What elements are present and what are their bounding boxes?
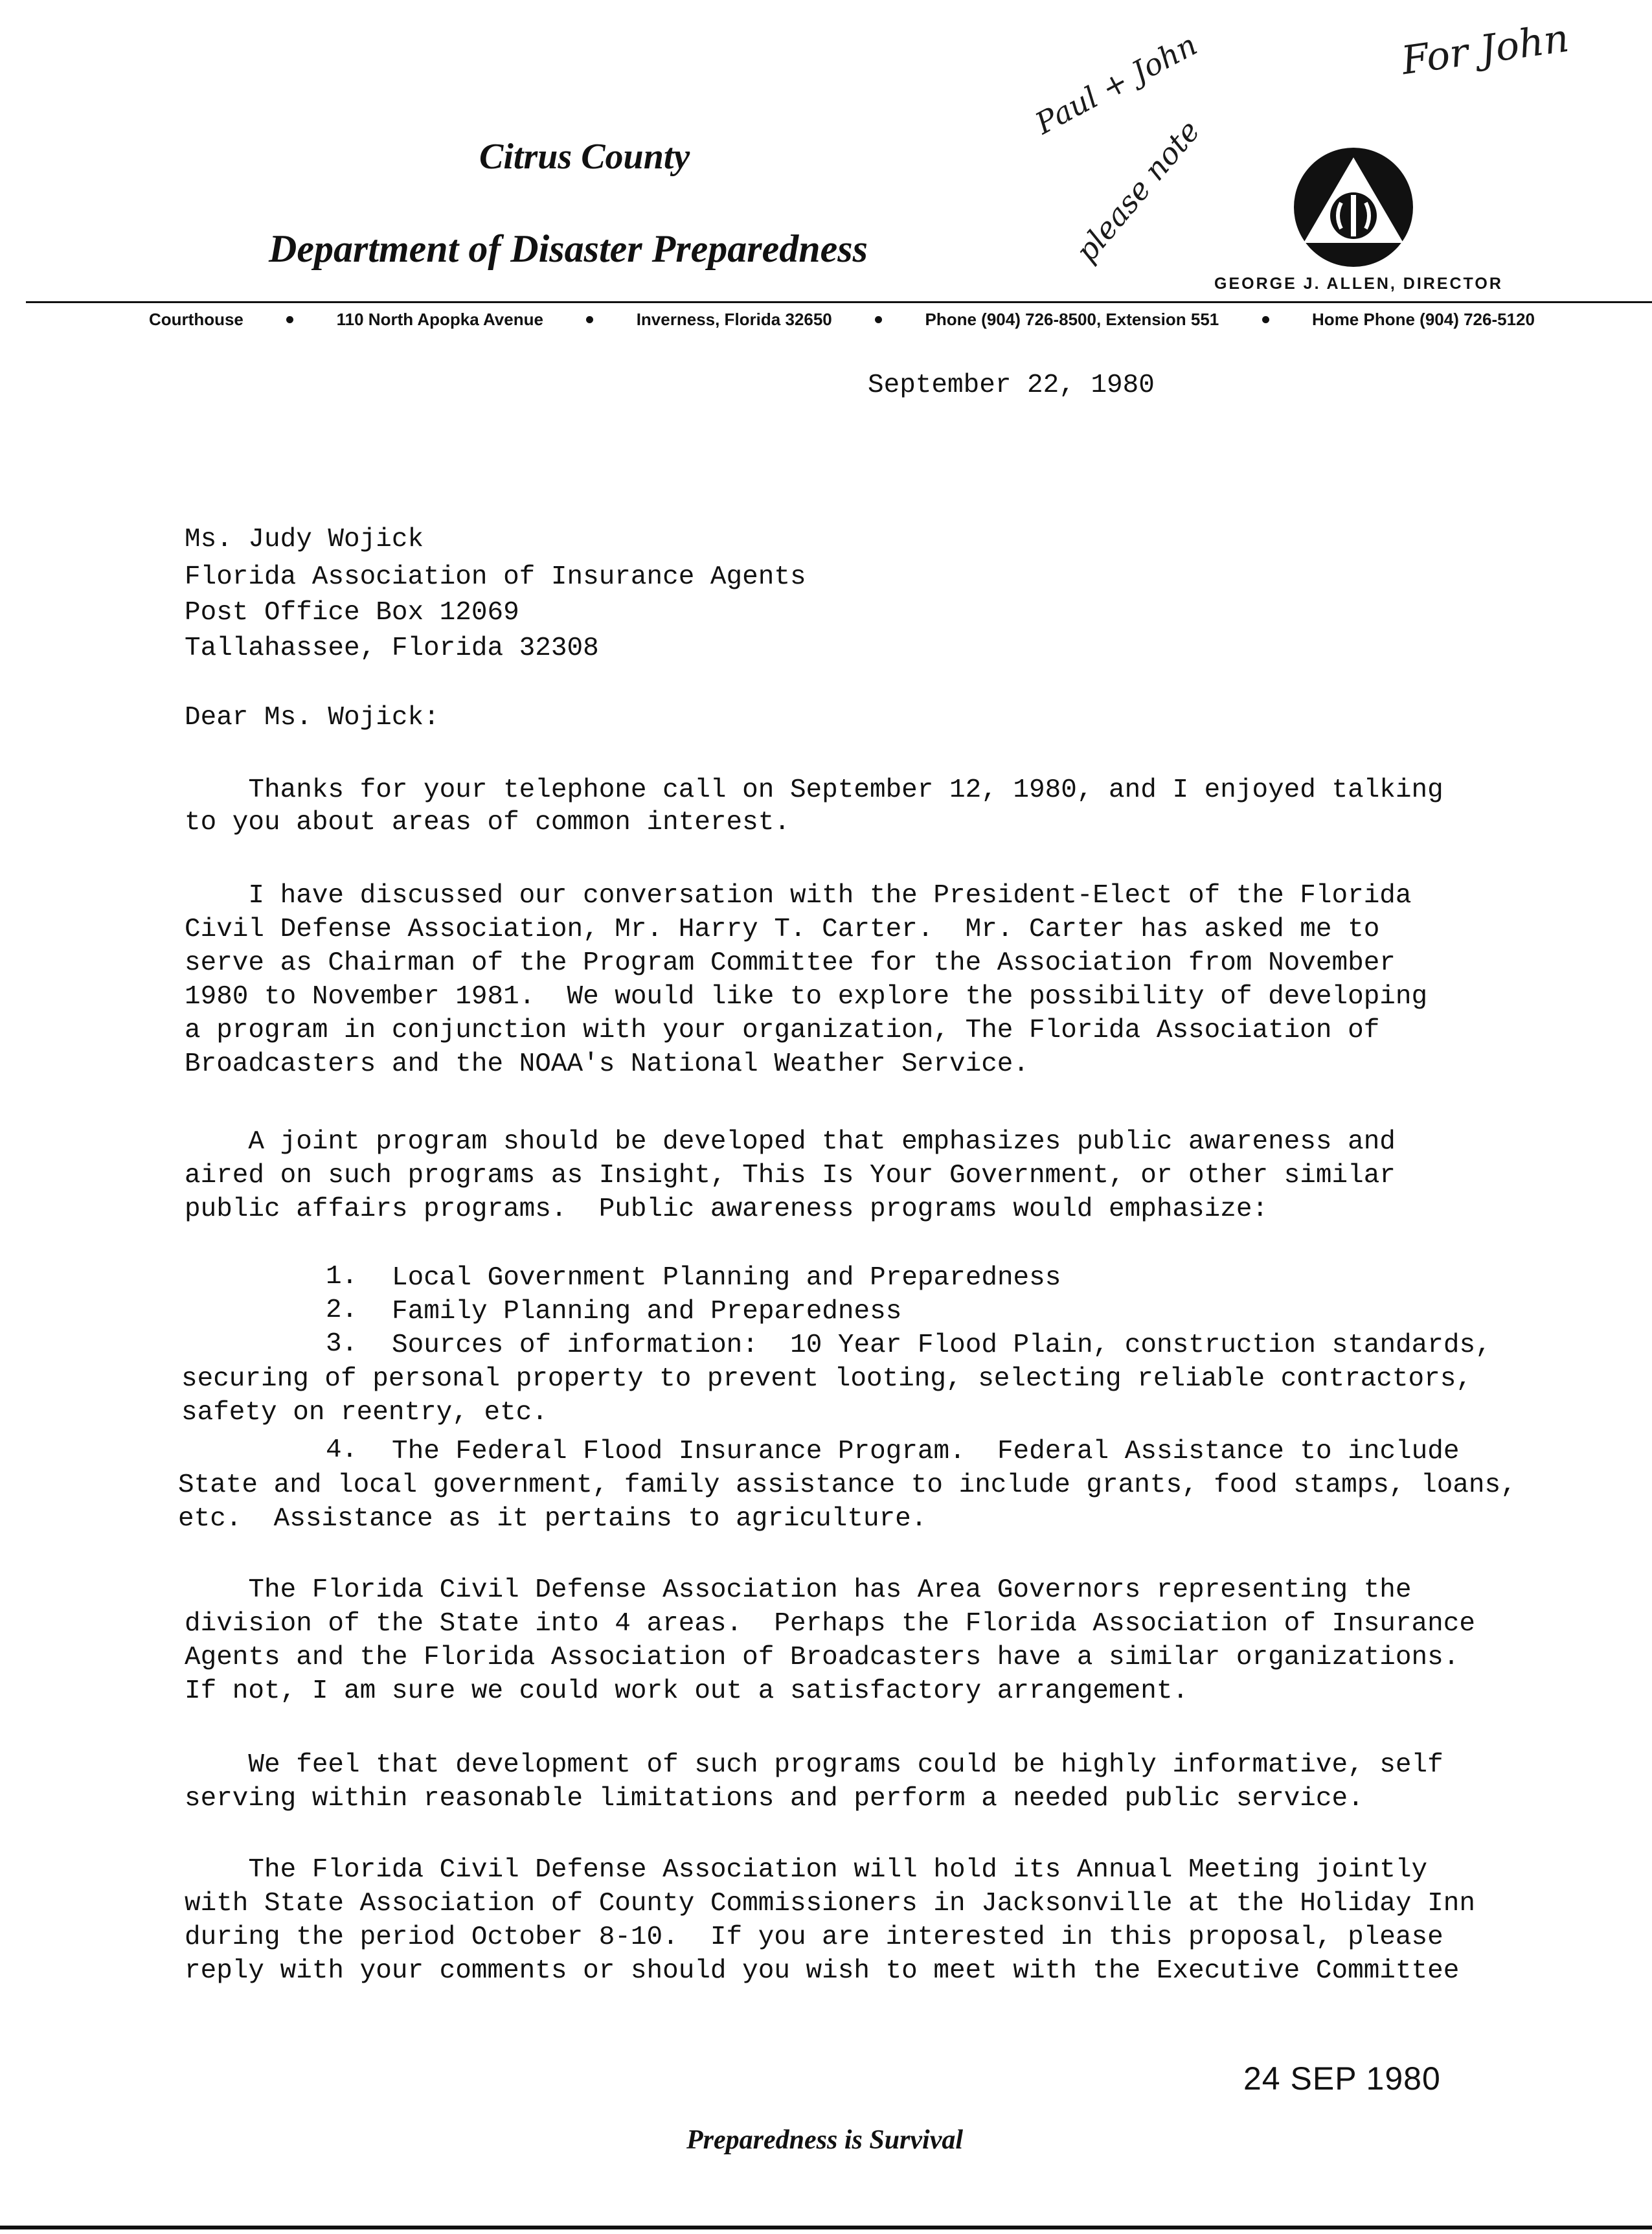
list-item: Sources of information: 10 Year Flood Plain, construction standards, <box>392 1330 1491 1360</box>
body-line: a program in conjunction with your organization, The Florida Association of <box>185 1016 1380 1045</box>
contact-city: Inverness, Florida 32650 <box>636 310 832 329</box>
list-item: The Federal Flood Insurance Program. Federal Assistance to include <box>392 1437 1460 1466</box>
body-line: aired on such programs as Insight, This Is Your Government, or other similar <box>185 1161 1396 1191</box>
body-line: serving within reasonable limitations and perform a needed public service. <box>185 1784 1364 1814</box>
list-item-number: 1. <box>326 1262 358 1292</box>
civil-defense-emblem-icon <box>1292 146 1415 269</box>
handwritten-note-names: Paul + John <box>1030 27 1203 141</box>
recipient-line: Post Office Box 12069 <box>185 598 519 628</box>
director-name: GEORGE J. ALLEN, DIRECTOR <box>1214 275 1503 293</box>
recipient-line: Florida Association of Insurance Agents <box>185 562 806 592</box>
body-line: Civil Defense Association, Mr. Harry T. Carter. Mr. Carter has asked me to <box>185 915 1380 944</box>
county-name: Citrus County <box>479 137 690 177</box>
contact-address: 110 North Apopka Avenue <box>336 310 543 329</box>
body-line: The Florida Civil Defense Association will hold its Annual Meeting jointly <box>185 1855 1428 1885</box>
bullet-icon <box>875 316 882 323</box>
body-line: I have discussed our conversation with the President-Elect of the Florida <box>185 881 1412 911</box>
body-line: Thanks for your telephone call on September 12, 1980, and I enjoyed talking <box>185 775 1443 805</box>
list-item: Family Planning and Preparedness <box>392 1297 902 1327</box>
body-line: The Florida Civil Defense Association has Area Governors representing the <box>185 1575 1412 1605</box>
body-line: to you about areas of common interest. <box>185 808 790 838</box>
letter-date: September 22, 1980 <box>868 370 1155 400</box>
body-line: during the period October 8-10. If you are interested in this proposal, please <box>185 1922 1443 1952</box>
bullet-icon <box>586 316 593 323</box>
bullet-icon <box>1262 316 1269 323</box>
list-item: etc. Assistance as it pertains to agriculture. <box>178 1504 927 1534</box>
contact-phone: Phone (904) 726-8500, Extension 551 <box>925 310 1219 329</box>
list-item: securing of personal property to prevent looting, selecting reliable contractors, <box>181 1364 1472 1394</box>
received-date-stamp: 24 SEP 1980 <box>1243 2060 1441 2097</box>
body-line: serve as Chairman of the Program Committee for the Association from November <box>185 948 1396 978</box>
list-item-number: 4. <box>326 1435 358 1465</box>
body-line: A joint program should be developed that emphasizes public awareness and <box>185 1127 1396 1157</box>
recipient-line: Ms. Judy Wojick <box>185 525 424 554</box>
list-item: safety on reentry, etc. <box>181 1398 548 1428</box>
body-line: We feel that development of such programs could be highly informative, self <box>185 1750 1443 1780</box>
list-item-number: 2. <box>326 1295 358 1325</box>
recipient-line: Tallahassee, Florida 32308 <box>185 633 599 663</box>
list-item: State and local government, family assistance to include grants, food stamps, loans, <box>178 1470 1517 1500</box>
list-item: Local Government Planning and Preparedness <box>392 1263 1061 1293</box>
body-line: Agents and the Florida Association of Broadcasters have a similar organizations. <box>185 1643 1460 1672</box>
bottom-rule <box>0 2226 1652 2229</box>
list-item-number: 3. <box>326 1329 358 1359</box>
body-line: reply with your comments or should you wish to meet with the Executive Committee <box>185 1956 1460 1986</box>
contact-row <box>149 310 1535 330</box>
contact-courthouse: Courthouse <box>149 310 243 329</box>
handwritten-note-please: please note <box>1069 113 1207 269</box>
body-line: with State Association of County Commissioners in Jacksonville at the Holiday Inn <box>185 1889 1475 1919</box>
body-line: public affairs programs. Public awareness programs would emphasize: <box>185 1194 1269 1224</box>
letterhead-rule <box>26 301 1652 303</box>
bullet-icon <box>286 316 293 323</box>
department-name: Department of Disaster Preparedness <box>269 227 868 270</box>
body-line: Broadcasters and the NOAA's National Weather Service. <box>185 1049 1030 1079</box>
body-line: 1980 to November 1981. We would like to explore the possibility of developing <box>185 982 1428 1012</box>
body-line: If not, I am sure we could work out a satisfactory arrangement. <box>185 1676 1189 1706</box>
footer-motto: Preparedness is Survival <box>686 2125 964 2155</box>
salutation: Dear Ms. Wojick: <box>185 703 440 733</box>
body-line: division of the State into 4 areas. Perhaps the Florida Association of Insurance <box>185 1609 1475 1639</box>
contact-home-phone: Home Phone (904) 726-5120 <box>1312 310 1535 329</box>
handwritten-note-for: For John <box>1399 15 1572 84</box>
